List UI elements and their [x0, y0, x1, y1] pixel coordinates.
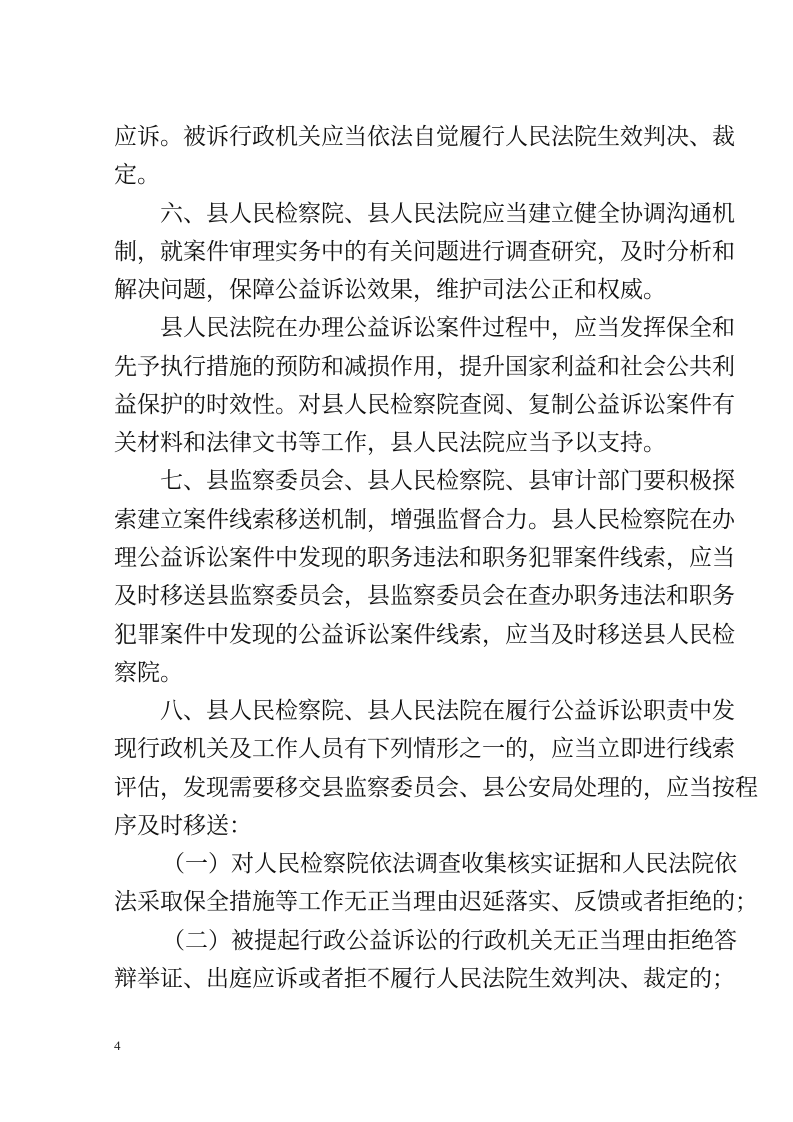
- list-item-one: （一）对人民检察院依法调查收集核实证据和人民法院依: [162, 851, 737, 877]
- text-line: 评估，发现需要移交县监察委员会、县公安局处理的，应当按程: [114, 775, 758, 801]
- text-line: 益保护的时效性。对县人民检察院查阅、复制公益诉讼案件有: [114, 392, 735, 418]
- paragraph-eight-heading: 八、县人民检察院、县人民法院在履行公益诉讼职责中发: [160, 698, 735, 724]
- paragraph-seven-heading: 七、县监察委员会、县人民检察院、县审计部门要积极探: [160, 468, 735, 494]
- text-line: 索建立案件线索移送机制，增强监督合力。县人民检察院在办: [114, 507, 735, 533]
- text-line: 察院。: [114, 660, 183, 686]
- text-line: 先予执行措施的预防和减损作用，提升国家利益和社会公共利: [114, 354, 735, 380]
- text-line: 县人民法院在办理公益诉讼案件过程中，应当发挥保全和: [160, 315, 735, 341]
- page-number: 4: [114, 1038, 121, 1053]
- text-line: 理公益诉讼案件中发现的职务违法和职务犯罪案件线索，应当: [114, 545, 735, 571]
- text-line: 序及时移送：: [114, 813, 252, 839]
- text-line: 犯罪案件中发现的公益诉讼案件线索，应当及时移送县人民检: [114, 622, 735, 648]
- paragraph-six-heading: 六、县人民检察院、县人民法院应当建立健全协调沟通机: [160, 201, 735, 227]
- text-line: 制，就案件审理实务中的有关问题进行调查研究，及时分析和: [114, 239, 735, 265]
- text-line: 及时移送县监察委员会，县监察委员会在查办职务违法和职务: [114, 583, 735, 609]
- text-line: 解决问题，保障公益诉讼效果，维护司法公正和权威。: [114, 277, 666, 303]
- list-item-two: （二）被提起行政公益诉讼的行政机关无正当理由拒绝答: [162, 928, 737, 954]
- text-line: 定。: [114, 162, 160, 188]
- text-line: 应诉。被诉行政机关应当依法自觉履行人民法院生效判决、裁: [114, 124, 735, 150]
- text-line: 辩举证、出庭应诉或者拒不履行人民法院生效判决、裁定的；: [114, 966, 735, 992]
- text-line: 现行政机关及工作人员有下列情形之一的，应当立即进行线索: [114, 736, 735, 762]
- text-line: 关材料和法律文书等工作，县人民法院应当予以支持。: [114, 430, 666, 456]
- text-line: 法采取保全措施等工作无正当理由迟延落实、反馈或者拒绝的；: [114, 889, 758, 915]
